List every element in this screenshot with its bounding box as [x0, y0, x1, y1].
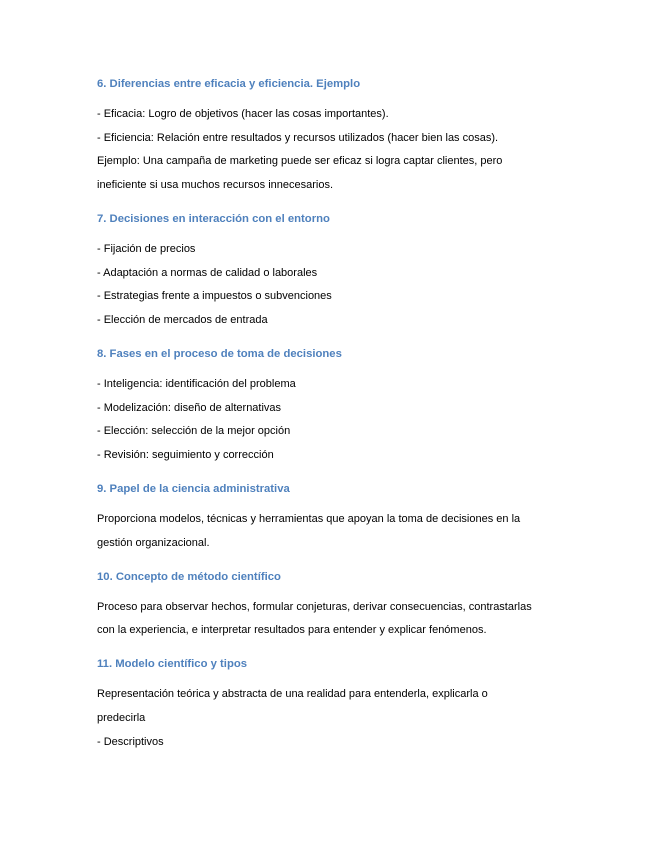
section-heading-8: 8. Fases en el proceso de toma de decisiones — [97, 348, 342, 360]
section-6-line-3: Ejemplo: Una campaña de marketing puede ser eficaz si logra captar clientes, pero — [97, 155, 503, 167]
section-10-line-1: Proceso para observar hechos, formular conjeturas, derivar consecuencias, contrastarlas — [97, 601, 532, 613]
section-7-line-3: - Estrategias frente a impuestos o subvenciones — [97, 290, 332, 302]
section-heading-6: 6. Diferencias entre eficacia y eficiencia. Ejemplo — [97, 78, 361, 90]
section-8-line-3: - Elección: selección de la mejor opción — [97, 425, 291, 437]
section-11-line-3: - Descriptivos — [97, 736, 164, 748]
section-6-line-4: ineficiente si usa muchos recursos innecesarios. — [97, 179, 334, 191]
section-9-line-2: gestión organizacional. — [97, 537, 210, 549]
section-8-line-4: - Revisión: seguimiento y corrección — [97, 449, 274, 461]
section-8-line-2: - Modelización: diseño de alternativas — [97, 402, 282, 414]
section-9-line-1: Proporciona modelos, técnicas y herramientas que apoyan la toma de decisiones en la — [97, 513, 521, 525]
section-heading-11: 11. Modelo científico y tipos — [97, 658, 248, 670]
section-7-line-1: - Fijación de precios — [97, 243, 196, 255]
section-6-line-1: - Eficacia: Logro de objetivos (hacer las cosas importantes). — [97, 108, 389, 120]
section-heading-7: 7. Decisiones en interacción con el entorno — [97, 213, 330, 225]
section-heading-9: 9. Papel de la ciencia administrativa — [97, 483, 290, 495]
section-8-line-1: - Inteligencia: identificación del problema — [97, 378, 296, 390]
section-7-line-4: - Elección de mercados de entrada — [97, 314, 268, 326]
section-11-line-2: predecirla — [97, 712, 146, 724]
section-11-line-1: Representación teórica y abstracta de una realidad para entenderla, explicarla o — [97, 688, 488, 700]
section-7-line-2: - Adaptación a normas de calidad o laborales — [97, 267, 318, 279]
section-heading-10: 10. Concepto de método científico — [97, 571, 281, 583]
section-10-line-2: con la experiencia, e interpretar resultados para entender y explicar fenómenos. — [97, 624, 487, 636]
section-6-line-2: - Eficiencia: Relación entre resultados y recursos utilizados (hacer bien las cosas). — [97, 132, 499, 144]
